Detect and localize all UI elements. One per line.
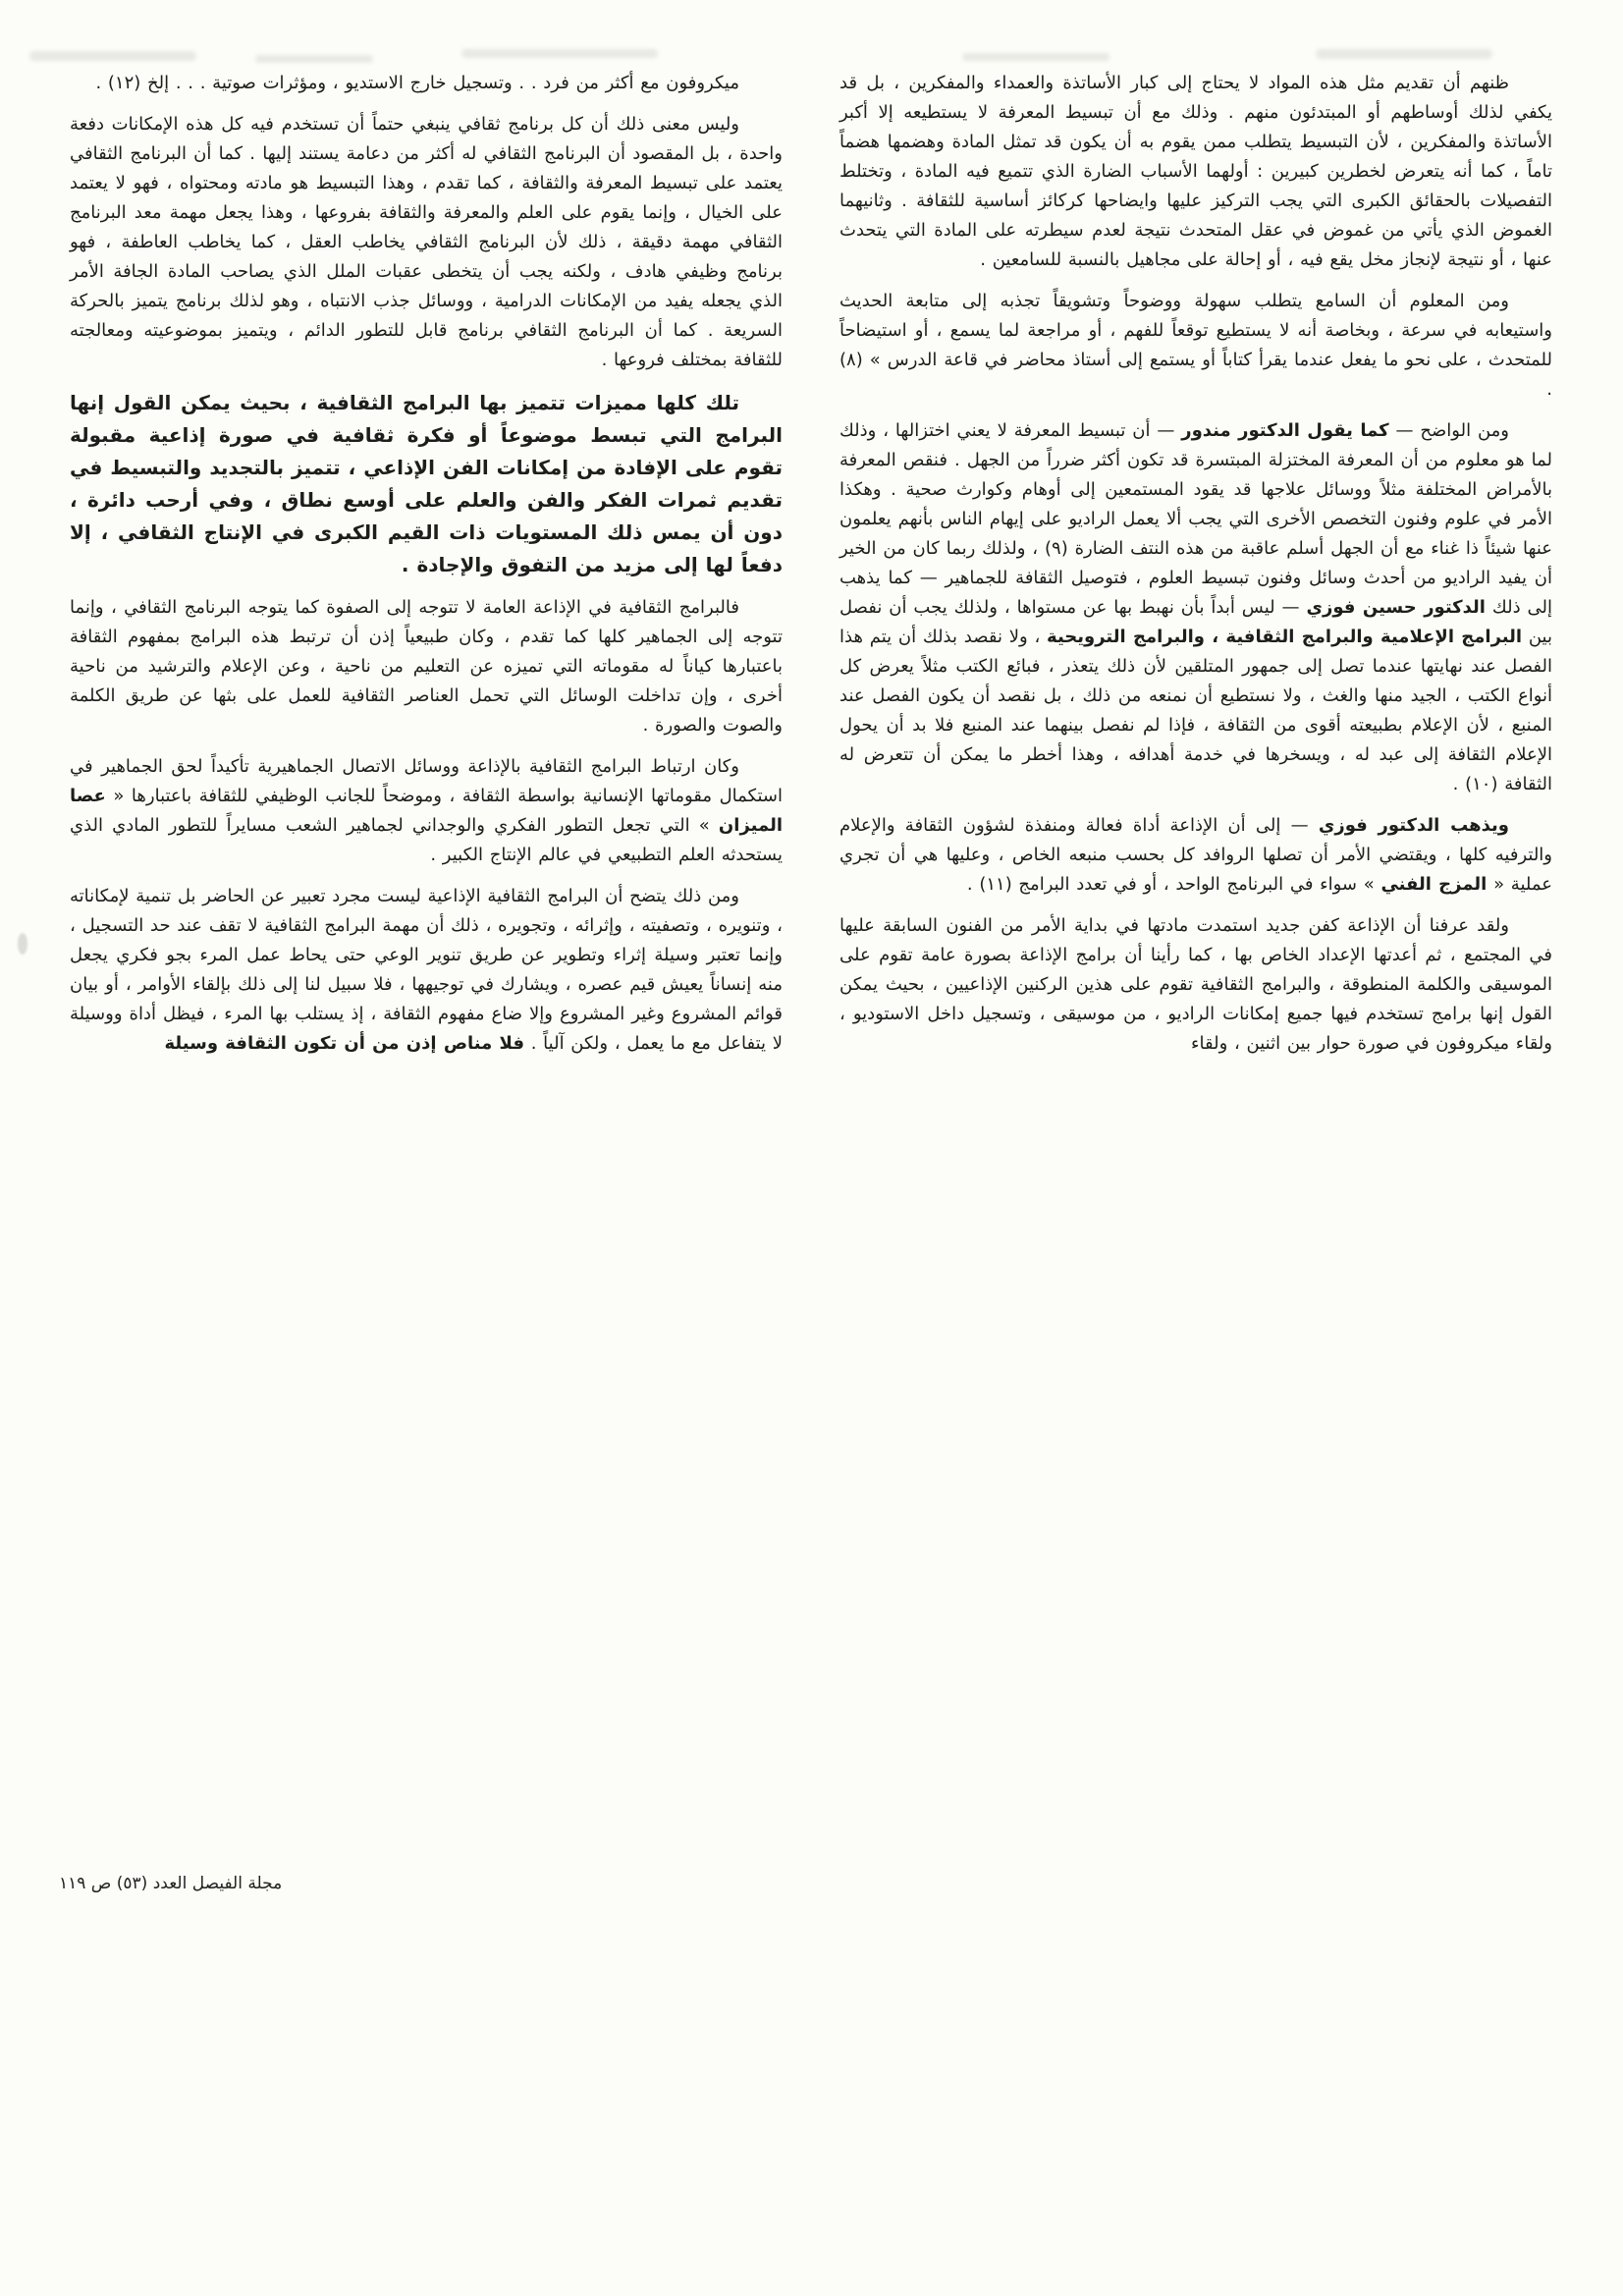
scan-artifact	[962, 53, 1109, 61]
emphasized-text-run: الدكتور حسين فوزي	[1306, 597, 1486, 618]
column-left	[70, 69, 783, 1070]
paragraph	[70, 110, 783, 375]
scan-artifact	[461, 49, 658, 58]
scan-artifact	[255, 55, 373, 63]
text-columns	[70, 69, 1552, 1070]
scan-speck	[18, 933, 27, 955]
text-run: ومن الواضح —	[1388, 420, 1509, 441]
emphasized-text-run: المزج الفني	[1380, 874, 1488, 895]
paragraph	[839, 811, 1552, 900]
text-run: وليس معنى ذلك أن كل برنامج ثقافي ينبغي حتماً أن تستخدم فيه كل هذه الإمكانات دفعة واحدة ، بل المقصود أن البرنامج الثقافي له أكثر من دعامة يستند إليها . كما أن البرنامج الثقافي يعتمد على تبسيط المعرفة والثقافة ، كما تقدم ، وهذا التبسيط هو مادته ومحتواه ، فهو لا يعتمد على الخيال ، وإنما يقوم على العلم والمعرفة والثقافة بفروعها ، وهذا يجعل مهمة معد البرنامج الثقافي مهمة دقيقة ، ذلك لأن البرنامج الثقافي يخاطب العقل ، كما يخاطب العاطفة ، فهو برنامج وظيفي هادف ، ولكنه يجب أن يتخطى عقبات الملل الذي يصاحب المادة الجافة الأمر الذي يجعله يفيد من الإمكانات الدرامية ، ووسائل جذب الانتباه ، وهو لذلك برنامج يتميز بالحركة السريعة . كما أن البرنامج الثقافي برنامج قابل للتطور الدائم ، ويتميز بموضوعيته ومعالجته للثقافة بمختلف فروعها .	[70, 114, 783, 370]
emphasized-text-run: فلا مناص إذن من أن تكون الثقافة وسيلة	[164, 1033, 524, 1054]
paragraph	[70, 882, 783, 1059]
emphasized-text-run: عصا الميزان	[70, 786, 783, 836]
text-run: ، ولا نقصد بذلك أن يتم هذا الفصل عند نهايتها عندما تصل إلى جمهور المتلقين لأن ذلك يتعذر ، فبائع الكتب مثلاً يعرض كل أنواع الكتب ، الجيد منها والغث ، ولا نستطيع أن نمنعه من ذلك ، بل نقصد أن يكون الفصل عند المنبع ، لأن الإعلام بطبيعته أقوى من الثقافة ، فإذا لم نفصل بينهما عند المنبع فلا بد أن يحول الإعلام الثقافة إلى عبد له ، ويسخرها في خدمة أهدافه ، وهذا أخطر ما يمكن أن تتعرض له الثقافة (١٠) .	[839, 627, 1552, 794]
emphasized-text-run: ويذهب الدكتور فوزي	[1318, 815, 1509, 836]
paragraph	[70, 752, 783, 870]
paragraph	[839, 416, 1552, 799]
text-run: ولقد عرفنا أن الإذاعة كفن جديد استمدت مادتها في بداية الأمر من الفنون السابقة عليها في المجتمع ، ثم أعدتها الإعداد الخاص بها ، كما رأينا أن برامج الإذاعة بصورة عامة تقوم على الموسيقى والكلمة المنطوقة ، والبرامج الثقافية تقوم على هذين الركنين الإذاعيين ، بحيث يمكن القول إنها برامج تستخدم فيها جميع إمكانات الراديو ، من موسيقى ، وتسجيل داخل الاستوديو ، ولقاء ميكروفون في صورة حوار بين اثنين ، ولقاء	[839, 915, 1552, 1054]
text-run: ومن ذلك يتضح أن البرامج الثقافية الإذاعية ليست مجرد تعبير عن الحاضر بل تنمية لإمكاناته ، وتنويره ، وتصفيته ، وإثرائه ، وتجويره ، ذلك أن مهمة البرامج الثقافية لا تقف عند حد التسجيل ، وإنما تعتبر وسيلة إثراء وتطوير عن طريق تنوير الوعي حتى يحاط عمل المرء بجو فكري يجعل منه إنساناً يعيش قيم عصره ، ويشارك في توجيهها ، فلا سبيل لنا إلى ذلك بإلقاء الأوامر ، أو بيان قوائم المشروع وغير المشروع وإلا ضاع مفهوم الثقافة ، إذ يستلب بها المرء ، فيظل أداة ووسيلة لا يتفاعل مع ما يعمل ، ولكن آلياً .	[70, 886, 783, 1054]
text-run: — إلى أن الإذاعة أداة فعالة ومنفذة لشؤون الثقافة والإعلام والترفيه كلها ، ويقتضي الأمر أن تصلها الروافد كل بحسب منبعه الخاص ، وعليها هي أن تجري عملية «	[839, 815, 1552, 895]
text-run: ظنهم أن تقديم مثل هذه المواد لا يحتاج إلى كبار الأساتذة والعمداء والمفكرين ، بل قد يكفي لذلك أوساطهم أو المبتدئون منهم . وذلك مع أن تبسيط المعرفة لا يستطيعه إلا أكبر الأساتذة والمفكرين ، لأن التبسيط يتطلب ممن يقوم به أن يكون قد تمثل المادة وهضمها هضماً تاماً ، كما أنه يتعرض لخطرين كبيرين : أولهما الأسباب الضارة الذي تتميع فيه المادة ، وتختلط التفصيلات بالحقائق الكبرى التي يجب التركيز عليها وايضاحها كركائز أساسية للثقافة . وثانيهما الغموض الذي يأتي من غموض في عقل المتحدث نتيجة لعدم سيطرته على المادة التي يتحدث عنها ، أو نتيجة لإنجاز مخل يقع فيه ، أو إحالة على مجاهيل بالنسبة للسامعين .	[839, 73, 1552, 270]
emphasized-text-run: البرامج الإعلامية والبرامج الثقافية ، والبرامج الترويحية	[1047, 627, 1523, 647]
paragraph	[839, 69, 1552, 275]
text-run: » التي تجعل التطور الفكري والوجداني لجماهير الشعب مسايراً للتطور المادي الذي يستحدثه العلم التطبيعي في عالم الإنتاج الكبير .	[70, 815, 783, 865]
paragraph	[839, 287, 1552, 405]
text-run: ومن المعلوم أن السامع يتطلب سهولة ووضوحاً وتشويقاً تجذبه إلى متابعة الحديث واستيعابه في سرعة ، وبخاصة أنه لا يستطيع توقعاً للفهم ، أو مراجعة لما يسمع ، أو استيضاحاً للمتحدث ، على نحو ما يفعل عندما يقرأ كتاباً أو يستمع إلى أستاذ محاضر في قاعة الدرس » (٨) .	[839, 291, 1552, 400]
paragraph	[70, 593, 783, 740]
paragraph	[70, 69, 783, 98]
text-run: » سواء في البرنامج الواحد ، أو في تعدد البرامج (١١) .	[966, 874, 1381, 895]
column-right	[839, 69, 1552, 1070]
paragraph	[839, 911, 1552, 1059]
emphasized-text-run: كما يقول الدكتور مندور	[1181, 420, 1389, 441]
scan-artifact	[1316, 49, 1492, 59]
text-run: — أن تبسيط المعرفة لا يعني اختزالها ، وذلك لما هو معلوم من أن المعرفة المختزلة المبتسرة قد تكون أكثر ضرراً من الجهل . فنقص المعرفة بالأمراض المختلفة مثلاً ووسائل علاجها قد يقود المستمعين إلى أوهام وكوارث صحية . وهكذا الأمر في علوم وفنون التخصص الأخرى التي يجب ألا يعمل الراديو على إيهام الناس بأنهم يعلمون عنها شيئاً ذا غناء مع أن الجهل أسلم عاقبة من هذه النتف الضارة (٩) ، ولذلك ربما كان من الخير أن يفيد الراديو من أحدث وسائل وفنون تبسيط العلوم ، فتوصيل الثقافة للجماهير — كما يذهب إلى ذلك	[839, 420, 1553, 618]
scan-artifact	[29, 51, 196, 61]
text-run: وكان ارتباط البرامج الثقافية بالإذاعة ووسائل الاتصال الجماهيرية تأكيداً لحق الجماهير في استكمال مقوماتها الإنسانية بواسطة الثقافة ، وموضحاً للجانب الوظيفي للثقافة باعتبارها «	[70, 756, 783, 806]
emphasized-text-run: تلك كلها مميزات تتميز بها البرامج الثقافية ، بحيث يمكن القول إنها البرامج التي تبسط موضوعاً أو فكرة ثقافية في صورة إذاعية مقبولة تقوم على الإفادة من إمكانات الفن الإذاعي ، تتميز بالتجديد والتبسيط في تقديم ثمرات الفكر والفن والعلم على أوسع نطاق ، وفي أرحب دائرة ، دون أن يمس ذلك المستويات ذات القيم الكبرى في الإنتاج الثقافي ، إلا دفعاً لها إلى مزيد من التفوق والإجادة .	[70, 391, 783, 576]
text-run: ميكروفون مع أكثر من فرد . . وتسجيل خارج الاستديو ، ومؤثرات صوتية . . . إلخ (١٢) .	[95, 73, 739, 93]
footer-journal-reference: مجلة الفيصل العدد (٥٣) ص ١١٩	[59, 1874, 283, 1893]
paragraph	[70, 387, 783, 581]
text-run: فالبرامج الثقافية في الإذاعة العامة لا تتوجه إلى الصفوة كما يتوجه البرنامج الثقافي ، وإنما تتوجه إلى الجماهير كلها كما تقدم ، وكان طبيعياً إذن أن ترتبط هذه البرامج بمفهوم الثقافة باعتبارها كياناً له مقوماته التي تميزه عن التعليم من ناحية ، وعن الإعلام والترشيد من ناحية أخرى ، وإن تداخلت الوسائل التي تحمل العناصر الثقافية للعمل على بثها عن طريق الكلمة والصوت والصورة .	[70, 597, 783, 736]
text-run: — ليس أبداً بأن نهبط بها عن مستواها ، ولذلك يجب أن نفصل بين	[839, 597, 1552, 647]
